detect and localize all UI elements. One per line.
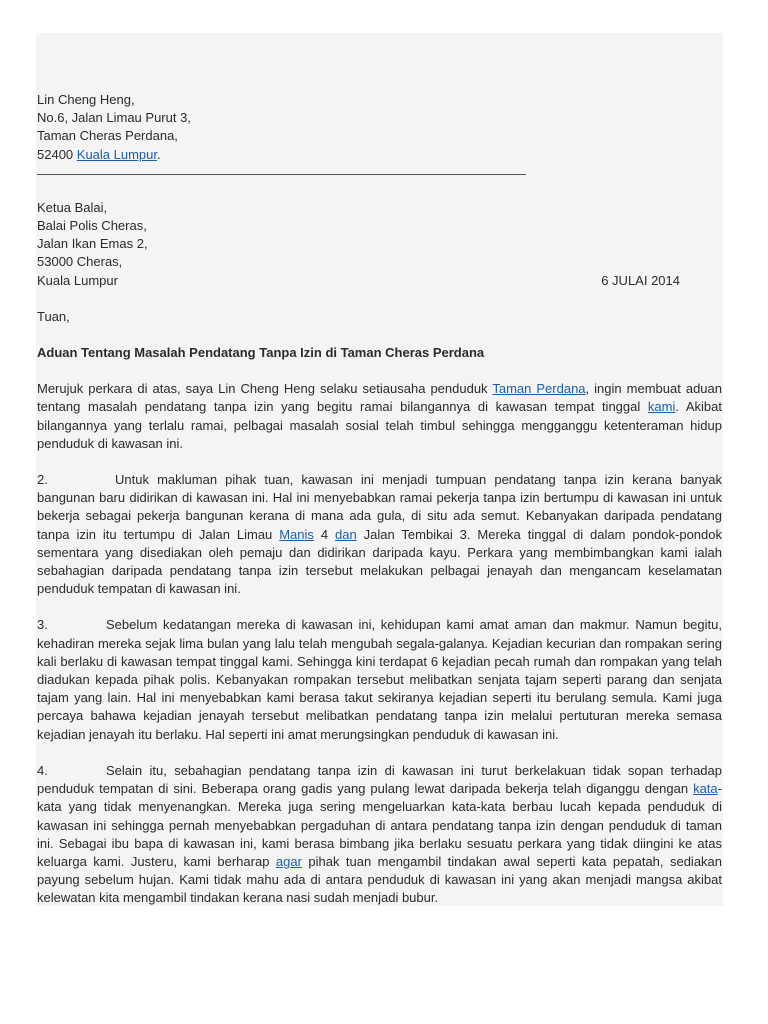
city-period: . (157, 146, 161, 162)
p4-text-a: Selain itu, sebahagian pendatang tanpa izin di kawasan ini turut berkelakuan tidak sopan terhadap penduduk tempatan di sini. Beberapa orang gadis yang pulang lewat daripada bekerja telah diganggu dengan (37, 762, 722, 797)
letter-date: 6 JULAI 2014 (601, 272, 680, 288)
recipient-line-1: Ketua Balai, (37, 199, 108, 215)
recipient-line-5: Kuala Lumpur (37, 272, 118, 288)
kami-link[interactable]: kami (647, 399, 676, 415)
city-link[interactable]: Kuala Lumpur (76, 146, 158, 162)
paragraph-2 (37, 471, 722, 598)
recipient-date-row (37, 272, 680, 290)
sender-address-2: Taman Cheras Perdana, (37, 128, 178, 144)
sender-address-1: No.6, Jalan Limau Purut 3, (37, 110, 191, 126)
p2-text-c: Jalan Tembikai 3. Mereka tinggal di dalam pondok-pondok sementara yang disediakan oleh pemaju dan didirikan daripada kayu. Perkara yang membimbangkan kami ialah sebahagian daripada pendatang tanpa izin tersebut melakukan pelbagai jenayah dan mengancam keselamatan penduduk tempatan di kawasan ini. (37, 526, 722, 597)
p2-text-a: Untuk makluman pihak tuan, kawasan ini menjadi tumpuan pendatang tanpa izin kerana banyak bangunan baru didirikan di kawasan ini. Hal ini menyebabkan ramai pekerja tanpa izin bertumpu di kawasan ini untuk bekerja sebagai pekerja bangunan kerana di mana ada gula, di situ ada semut. Kebanyakan daripada pendatang tanpa izin itu tertumpu di Jalan Limau (37, 472, 722, 542)
p1-text-a: Merujuk perkara di atas, saya Lin Cheng Heng selaku setiausaha penduduk (37, 381, 493, 397)
p1-text-c: . Akibat bilangannya yang terlalu ramai, pelbagai masalah sosial telah timbul sehingga mengganggu ketenteraman hidup penduduk di kawasan ini. (37, 399, 722, 451)
recipient-line-2: Balai Polis Cheras, (37, 218, 147, 234)
p1-text-b: , ingin membuat aduan tentang masalah pendatang tanpa izin yang begitu ramai bilangannya di kawasan tempat tinggal (37, 381, 723, 415)
recipient-line-3: Jalan Ikan Emas 2, (37, 236, 148, 252)
manis-link[interactable]: Manis (279, 526, 314, 542)
recipient-line-4: 53000 Cheras, (37, 254, 123, 270)
letter-body (37, 91, 722, 908)
p3-number: 3. (37, 617, 48, 633)
p2-number: 2. (37, 472, 48, 488)
sender-name: Lin Cheng Heng, (37, 92, 135, 107)
sender-postcode: 52400 (37, 146, 74, 162)
p4-number: 4. (37, 762, 48, 778)
sender-postcode-city (37, 146, 722, 164)
p4-text-c: pihak tuan mengambil tindakan awal seperti kata pepatah, sediakan payung sebelum hujan. Kami tidak mahu ada di antara penduduk di kawasan ini yang akan menjadi mangsa akibat kelewatan kita mengambil tindakan kerana nasi sudah menjadi bubur. (37, 853, 723, 906)
p4-text-b: -kata yang tidak menyenangkan. Mereka juga sering mengeluarkan kata-kata berbau lucah kepada penduduk di kawasan ini sehingga pernah menyebabkan pergaduhan di antara pendatang tanpa izin dengan penduduk di taman ini. Sebagai ibu bapa di kawasan ini, kami berasa bimbang jika berlaku sesuatu perkara yang tidak diingini ke atas keluarga kami. Justeru, kami berharap (37, 781, 722, 869)
paragraph-4 (37, 762, 722, 908)
taman-perdana-link[interactable]: Taman Perdana (492, 381, 586, 397)
agar-link[interactable]: agar (275, 853, 302, 869)
dan-link[interactable]: dan (335, 526, 357, 542)
paragraph-3 (37, 616, 722, 743)
salutation: Tuan, (37, 308, 70, 324)
paragraph-1 (37, 380, 722, 453)
p2-text-b: 4 (313, 526, 336, 542)
kata-link[interactable]: kata (693, 781, 718, 797)
subject-heading: Aduan Tentang Masalah Pendatang Tanpa Izin di Taman Cheras Perdana (37, 345, 485, 361)
p3-text: Sebelum kedatangan mereka di kawasan ini, kehidupan kami amat aman dan makmur. Namun begitu, kehadiran mereka sejak lima bulan yang lalu telah mengubah segala-galanya. Kejadian kecurian dan rompakan sering kali berlaku di kawasan tempat tinggal kami. Sehingga kini terdapat 6 kejadian pecah rumah dan rompakan yang telah diadukan kepada pihak polis. Kebanyakan rompakan tersebut melibatkan senjata tajam seperti parang dan senjata tajam yang lain. Hal ini menyebabkan kami berasa takut sekiranya kejadian seperti itu berulang semula. Kami juga percaya bahawa kejadian jenayah tersebut melibatkan pendatang tanpa izin melalui pertuturan mereka semasa kejadian jenayah itu berlaku. Hal seperti ini amat merungsingkan penduduk di kawasan ini. (37, 617, 722, 742)
separator-line (37, 164, 526, 175)
